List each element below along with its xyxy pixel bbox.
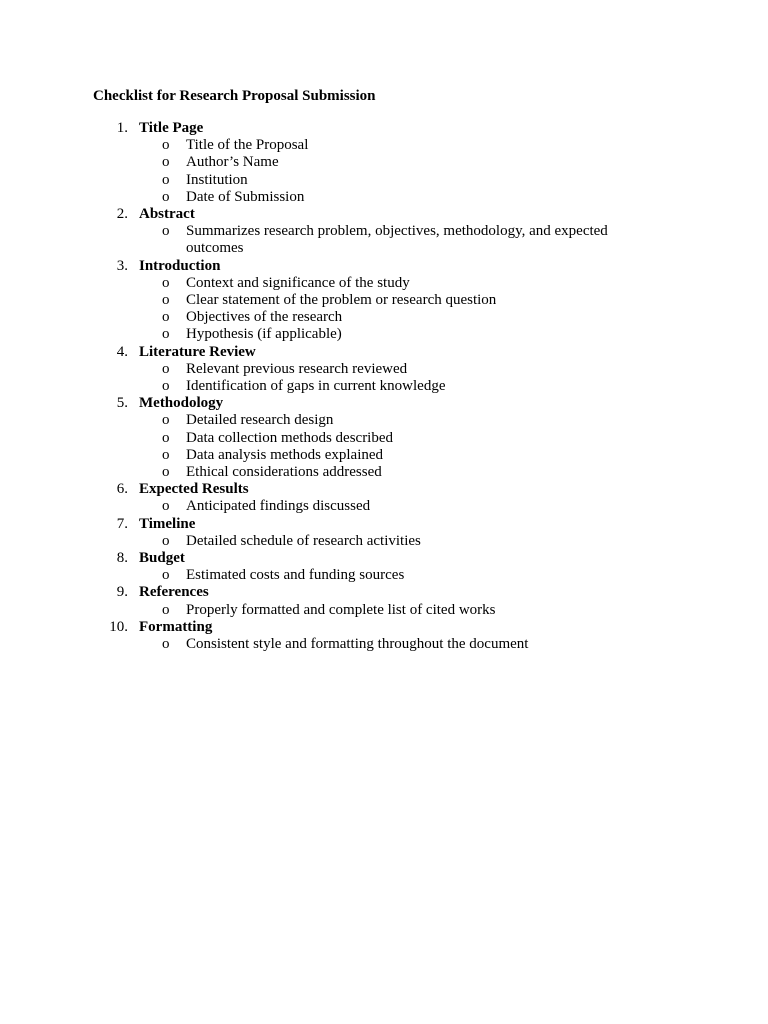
list-item xyxy=(0,361,768,378)
sub-list xyxy=(0,567,768,584)
list-item-text: Data analysis methods explained xyxy=(186,446,384,463)
list-item xyxy=(0,326,768,343)
section-expected-results xyxy=(0,481,768,515)
section-title: Budget xyxy=(139,549,185,566)
section-number: 3. xyxy=(116,257,128,274)
list-item xyxy=(0,137,768,154)
section-number: 5. xyxy=(116,395,128,412)
list-item-text: Anticipated findings discussed xyxy=(186,498,371,515)
section-number: 8. xyxy=(116,549,128,566)
list-item-text: Consistent style and formatting throughout the document xyxy=(186,635,529,652)
list-item-text: Data collection methods described xyxy=(186,429,394,446)
bullet-icon: o xyxy=(162,532,170,549)
list-item xyxy=(0,464,768,481)
list-item-text: Identification of gaps in current knowledge xyxy=(186,377,446,394)
section-title-page xyxy=(0,120,768,206)
section-number: 1. xyxy=(116,120,128,136)
list-item xyxy=(0,412,768,429)
section-introduction xyxy=(0,258,768,344)
bullet-icon: o xyxy=(162,274,170,291)
list-item-text: Summarizes research problem, objectives, methodology, and expected outcomes xyxy=(186,223,608,257)
sub-list xyxy=(0,636,768,653)
list-item xyxy=(0,602,768,619)
list-item-text: Objectives of the research xyxy=(186,309,343,326)
bullet-icon: o xyxy=(162,137,170,154)
list-item-text: Hypothesis (if applicable) xyxy=(186,326,342,343)
list-item-text: Estimated costs and funding sources xyxy=(186,567,405,584)
section-abstract xyxy=(0,206,768,258)
list-item-text: Properly formatted and complete list of cited works xyxy=(186,601,496,618)
bullet-icon: o xyxy=(162,171,170,188)
list-item xyxy=(0,275,768,292)
section-heading xyxy=(0,344,768,361)
list-item xyxy=(0,154,768,171)
list-item xyxy=(0,533,768,550)
section-number: 4. xyxy=(116,343,128,360)
list-item xyxy=(0,292,768,309)
list-item-text: Ethical considerations addressed xyxy=(186,463,382,480)
section-title: Introduction xyxy=(139,257,221,274)
list-item-text: Institution xyxy=(186,171,248,188)
section-heading xyxy=(0,550,768,567)
sub-list xyxy=(0,498,768,515)
list-item-text: Relevant previous research reviewed xyxy=(186,360,408,377)
sub-list xyxy=(0,275,768,344)
list-item xyxy=(0,378,768,395)
section-budget xyxy=(0,550,768,584)
list-item-text: Detailed schedule of research activities xyxy=(186,532,421,549)
section-number: 7. xyxy=(116,515,128,532)
section-title: Timeline xyxy=(139,515,196,532)
list-item-text: Clear statement of the problem or research question xyxy=(186,291,497,308)
list-item-text: Author’s Name xyxy=(186,154,279,171)
bullet-icon: o xyxy=(162,309,170,326)
sub-list xyxy=(0,361,768,395)
bullet-icon: o xyxy=(162,635,170,652)
section-number: 2. xyxy=(116,206,128,222)
list-item-text: Context and significance of the study xyxy=(186,274,410,291)
bullet-icon: o xyxy=(162,360,170,377)
section-title: Abstract xyxy=(139,206,195,222)
section-number: 9. xyxy=(116,584,128,601)
section-title: References xyxy=(139,584,209,601)
bullet-icon: o xyxy=(162,377,170,394)
section-title: Expected Results xyxy=(139,481,249,498)
bullet-icon: o xyxy=(162,291,170,308)
list-item xyxy=(0,636,768,653)
section-number: 6. xyxy=(116,481,128,498)
section-references xyxy=(0,584,768,618)
section-title: Methodology xyxy=(139,395,224,412)
section-title: Literature Review xyxy=(139,343,256,360)
list-item xyxy=(0,172,768,189)
sub-list xyxy=(0,223,768,257)
list-item xyxy=(0,447,768,464)
bullet-icon: o xyxy=(162,463,170,480)
list-item xyxy=(0,309,768,326)
section-heading xyxy=(0,395,768,412)
bullet-icon: o xyxy=(162,498,170,515)
list-item-text: Title of the Proposal xyxy=(186,137,309,154)
bullet-icon: o xyxy=(162,188,170,205)
section-methodology xyxy=(0,395,768,481)
bullet-icon: o xyxy=(162,326,170,343)
list-item xyxy=(0,430,768,447)
sub-list xyxy=(0,137,768,206)
sub-list xyxy=(0,533,768,550)
section-title: Formatting xyxy=(139,618,213,635)
list-item xyxy=(0,223,768,257)
list-item-text: Detailed research design xyxy=(186,412,334,429)
checklist xyxy=(0,120,768,653)
list-item-text: Date of Submission xyxy=(186,188,305,205)
section-formatting xyxy=(0,619,768,653)
section-heading xyxy=(0,481,768,498)
bullet-icon: o xyxy=(162,446,170,463)
section-heading xyxy=(0,619,768,636)
bullet-icon: o xyxy=(162,223,170,240)
page-title: Checklist for Research Proposal Submission xyxy=(93,88,376,104)
section-literature-review xyxy=(0,344,768,396)
section-timeline xyxy=(0,516,768,550)
section-heading xyxy=(0,584,768,601)
section-title: Title Page xyxy=(139,120,204,136)
bullet-icon: o xyxy=(162,154,170,171)
bullet-icon: o xyxy=(162,412,170,429)
sub-list xyxy=(0,602,768,619)
bullet-icon: o xyxy=(162,429,170,446)
section-heading xyxy=(0,206,768,223)
section-number: 10. xyxy=(109,618,128,635)
section-heading xyxy=(0,258,768,275)
section-heading xyxy=(0,120,768,137)
sub-list xyxy=(0,412,768,481)
bullet-icon: o xyxy=(162,601,170,618)
list-item xyxy=(0,189,768,206)
list-item xyxy=(0,498,768,515)
bullet-icon: o xyxy=(162,567,170,584)
section-heading xyxy=(0,516,768,533)
list-item xyxy=(0,567,768,584)
